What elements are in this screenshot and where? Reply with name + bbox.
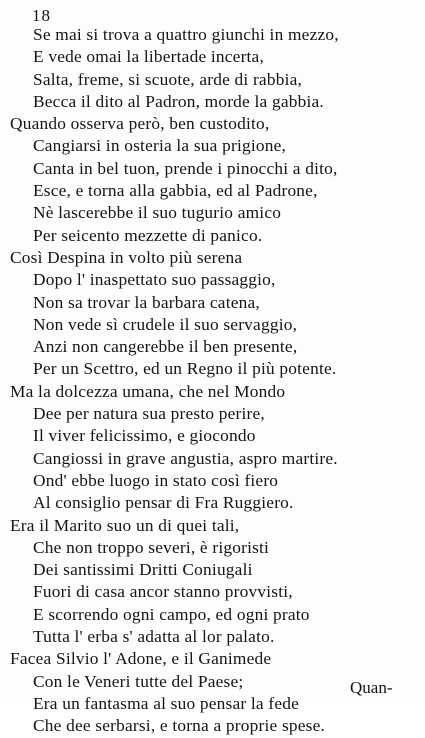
poem-line: Così Despina in volto più serena xyxy=(10,247,243,267)
poem-text xyxy=(0,24,425,738)
poem-line: Dei santissimi Dritti Coniugali xyxy=(33,560,253,580)
poem-line: Dee per natura sua presto perire, xyxy=(33,404,265,424)
poem-line: Dopo l' inaspettato suo passaggio, xyxy=(33,270,276,290)
poem-line: Cangiarsi in osteria la sua prigione, xyxy=(33,136,287,156)
poem-line: Non vede sì crudele il suo servaggio, xyxy=(33,314,298,334)
poem-line: Facea Silvio l' Adone, e il Ganimede xyxy=(10,649,272,669)
poem-line: Salta, freme, si scuote, arde di rabbia, xyxy=(33,69,303,89)
poem-line: Era il Marito suo un di quei tali, xyxy=(10,515,240,535)
poem-line: Anzi non cangerebbe il ben presente, xyxy=(33,337,298,357)
poem-line: Ond' ebbe luogo in stato così fiero xyxy=(33,470,279,490)
poem-line: Che dee serbarsi, e torna a proprie spese. xyxy=(33,716,326,736)
poem-line: Ma la dolcezza umana, che nel Mondo xyxy=(10,381,286,401)
poem-line: Nè lascerebbe il suo tugurio amico xyxy=(33,203,282,223)
poem-line: Becca il dito al Padron, morde la gabbia. xyxy=(33,91,324,111)
poem-line: Canta in bel tuon, prende i pinocchi a dito, xyxy=(33,158,338,178)
catchword: Quan- xyxy=(350,678,393,697)
poem-line: Esce, e torna alla gabbia, ed al Padrone, xyxy=(33,181,318,201)
poem-line: E vede omai la libertade incerta, xyxy=(33,47,264,67)
poem-line: Con le Veneri tutte del Paese; xyxy=(33,671,244,691)
poem-line: Al consiglio pensar di Fra Ruggiero. xyxy=(33,493,294,513)
poem-line: Era un fantasma al suo pensar la fede xyxy=(33,693,299,713)
poem-line: Cangiossi in grave angustia, aspro martire. xyxy=(33,448,338,468)
poem-line: Per seicento mezzette di panico. xyxy=(33,225,263,245)
poem-line: Se mai si trova a quattro giunchi in mezzo, xyxy=(33,25,339,44)
poem-line: Per un Scettro, ed un Regno il più potente. xyxy=(33,359,337,379)
poem-line: E scorrendo ogni campo, ed ogni prato xyxy=(33,604,310,624)
poem-line: Tutta l' erba s' adatta al lor palato. xyxy=(33,627,275,647)
poem-line: Quando osserva però, ben custodito, xyxy=(10,114,270,134)
poem-line: Non sa trovar la barbara catena, xyxy=(33,292,260,312)
poem-line: Che non troppo severi, è rigoristi xyxy=(33,537,270,557)
poem-line: Fuori di casa ancor stanno provvisti, xyxy=(33,582,293,602)
poem-line: Il viver felicissimo, e giocondo xyxy=(33,426,256,446)
page-number: 18 xyxy=(32,6,51,25)
